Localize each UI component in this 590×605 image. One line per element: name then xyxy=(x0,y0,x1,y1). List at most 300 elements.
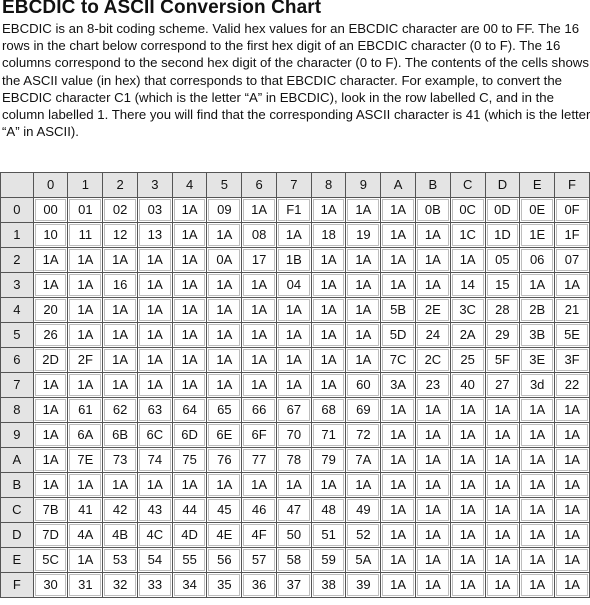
table-cell: 69 xyxy=(346,398,381,423)
table-row xyxy=(1,248,590,273)
table-cell: 1A xyxy=(137,323,172,348)
table-cell: 1A xyxy=(555,548,590,573)
table-cell: 4A xyxy=(68,523,103,548)
table-cell: 1A xyxy=(381,473,416,498)
table-cell: 79 xyxy=(311,448,346,473)
table-cell: 1A xyxy=(311,248,346,273)
table-cell: 1A xyxy=(137,298,172,323)
table-row xyxy=(1,573,590,598)
table-cell: 1A xyxy=(33,398,68,423)
row-header: 6 xyxy=(1,348,34,373)
table-cell: 31 xyxy=(68,573,103,598)
table-cell: 1A xyxy=(68,248,103,273)
table-cell: 1A xyxy=(311,273,346,298)
table-cell: 1A xyxy=(242,373,277,398)
table-cell: 1A xyxy=(381,223,416,248)
table-cell: 73 xyxy=(103,448,138,473)
table-cell: 02 xyxy=(103,198,138,223)
table-cell: 0F xyxy=(555,198,590,223)
table-cell: 1A xyxy=(450,473,485,498)
table-cell: 6E xyxy=(207,423,242,448)
table-cell: 1A xyxy=(381,573,416,598)
table-cell: 1A xyxy=(276,373,311,398)
table-cell: 0B xyxy=(416,198,451,223)
table-cell: 12 xyxy=(103,223,138,248)
table-cell: 1A xyxy=(33,448,68,473)
table-cell: 05 xyxy=(485,248,520,273)
table-cell: 1A xyxy=(416,548,451,573)
table-row xyxy=(1,498,590,523)
table-cell: 08 xyxy=(242,223,277,248)
table-cell: 5E xyxy=(555,323,590,348)
table-cell: 1A xyxy=(381,423,416,448)
table-cell: 25 xyxy=(450,348,485,373)
table-cell: 41 xyxy=(68,498,103,523)
table-cell: 44 xyxy=(172,498,207,523)
table-cell: 1A xyxy=(311,348,346,373)
table-cell: 1A xyxy=(450,248,485,273)
table-cell: 7A xyxy=(346,448,381,473)
table-cell: 1A xyxy=(242,298,277,323)
row-header: 1 xyxy=(1,223,34,248)
table-row xyxy=(1,223,590,248)
table-cell: 1A xyxy=(103,248,138,273)
column-header: D xyxy=(485,173,520,198)
table-cell: 1A xyxy=(172,248,207,273)
table-cell: 1A xyxy=(520,448,555,473)
table-cell: 66 xyxy=(242,398,277,423)
table-cell: 45 xyxy=(207,498,242,523)
table-cell: 1F xyxy=(555,223,590,248)
table-cell: 5A xyxy=(346,548,381,573)
table-cell: 1A xyxy=(485,448,520,473)
table-cell: 1A xyxy=(416,448,451,473)
table-cell: 1A xyxy=(33,248,68,273)
table-cell: 07 xyxy=(555,248,590,273)
table-cell: 1A xyxy=(207,223,242,248)
table-cell: 1A xyxy=(450,423,485,448)
table-cell: 1A xyxy=(555,573,590,598)
table-cell: 26 xyxy=(33,323,68,348)
table-cell: 24 xyxy=(416,323,451,348)
table-cell: 1A xyxy=(381,548,416,573)
table-cell: 2B xyxy=(520,298,555,323)
table-cell: 1A xyxy=(242,273,277,298)
table-cell: 1A xyxy=(137,348,172,373)
table-cell: 1A xyxy=(207,298,242,323)
table-cell: 1A xyxy=(172,273,207,298)
table-cell: 03 xyxy=(137,198,172,223)
table-cell: 1A xyxy=(450,548,485,573)
table-cell: 34 xyxy=(172,573,207,598)
table-cell: 1A xyxy=(520,548,555,573)
table-cell: 14 xyxy=(450,273,485,298)
table-row xyxy=(1,198,590,223)
table-cell: 18 xyxy=(311,223,346,248)
table-cell: 36 xyxy=(242,573,277,598)
row-header: 3 xyxy=(1,273,34,298)
header-row xyxy=(1,173,590,198)
table-cell: 1A xyxy=(416,573,451,598)
table-cell: 6B xyxy=(103,423,138,448)
row-header: 8 xyxy=(1,398,34,423)
table-cell: 1A xyxy=(555,473,590,498)
table-cell: 1A xyxy=(555,398,590,423)
table-cell: 49 xyxy=(346,498,381,523)
table-cell: 1A xyxy=(381,248,416,273)
table-cell: 0D xyxy=(485,198,520,223)
table-cell: 7D xyxy=(33,523,68,548)
table-cell: 1A xyxy=(172,198,207,223)
row-header: A xyxy=(1,448,34,473)
table-cell: 2F xyxy=(68,348,103,373)
table-cell: 1A xyxy=(346,198,381,223)
page-title: EBCDIC to ASCII Conversion Chart xyxy=(2,0,322,18)
table-cell: 1A xyxy=(33,273,68,298)
table-cell: 23 xyxy=(416,373,451,398)
table-cell: 09 xyxy=(207,198,242,223)
table-cell: 74 xyxy=(137,448,172,473)
table-cell: 2E xyxy=(416,298,451,323)
table-cell: 1A xyxy=(520,273,555,298)
table-cell: 1A xyxy=(381,498,416,523)
table-cell: 1A xyxy=(485,498,520,523)
table-cell: 3d xyxy=(520,373,555,398)
table-cell: 1A xyxy=(520,398,555,423)
table-cell: 4C xyxy=(137,523,172,548)
table-cell: 77 xyxy=(242,448,277,473)
table-cell: 7E xyxy=(68,448,103,473)
table-cell: 1A xyxy=(311,298,346,323)
table-cell: 71 xyxy=(311,423,346,448)
row-header: D xyxy=(1,523,34,548)
column-header: 3 xyxy=(137,173,172,198)
table-cell: 1A xyxy=(137,273,172,298)
table-cell: 46 xyxy=(242,498,277,523)
table-cell: 4D xyxy=(172,523,207,548)
table-row xyxy=(1,273,590,298)
table-cell: 1A xyxy=(416,273,451,298)
table-cell: 1A xyxy=(346,348,381,373)
row-header: 7 xyxy=(1,373,34,398)
table-cell: 1A xyxy=(555,448,590,473)
conversion-table xyxy=(0,172,590,598)
table-cell: 1A xyxy=(242,198,277,223)
table-cell: 1A xyxy=(33,473,68,498)
table-cell: 52 xyxy=(346,523,381,548)
table-cell: 1A xyxy=(346,473,381,498)
table-cell: 2C xyxy=(416,348,451,373)
table-cell: 28 xyxy=(485,298,520,323)
table-cell: 7C xyxy=(381,348,416,373)
corner-cell xyxy=(1,173,34,198)
row-header: 5 xyxy=(1,323,34,348)
table-cell: 1A xyxy=(485,573,520,598)
table-cell: 1A xyxy=(103,473,138,498)
table-cell: 1A xyxy=(346,248,381,273)
table-cell: 40 xyxy=(450,373,485,398)
table-cell: 1A xyxy=(137,248,172,273)
intro-paragraph: EBCDIC is an 8-bit coding scheme. Valid hex values for an EBCDIC character are 00 to FF. The 16 rows in the chart below correspond to the first hex digit of an EBCDIC character (0 to F). The 16 columns correspond to the second hex digit of the character (0 to F). The contents of the cells shows the ASCII value (in hex) that corresponds to that EBCDIC character. For example, to convert the EBCDIC character C1 (which is the letter “A” in EBCDIC), look in the row labelled C, and in the column labelled 1. There you will find that the corresponding ASCII character is 41 (which is the letter “A” in ASCII). xyxy=(2,21,590,140)
table-cell: 1A xyxy=(520,473,555,498)
table-cell: 5B xyxy=(381,298,416,323)
table-cell: 1A xyxy=(485,523,520,548)
table-cell: 1A xyxy=(172,298,207,323)
table-cell: 59 xyxy=(311,548,346,573)
table-cell: 1A xyxy=(450,573,485,598)
table-cell: 54 xyxy=(137,548,172,573)
table-cell: 3F xyxy=(555,348,590,373)
table-cell: 1A xyxy=(555,523,590,548)
row-header: E xyxy=(1,548,34,573)
column-header: 2 xyxy=(103,173,138,198)
table-cell: 1A xyxy=(311,373,346,398)
table-cell: 1A xyxy=(242,323,277,348)
table-body xyxy=(1,198,590,598)
row-header: 4 xyxy=(1,298,34,323)
table-cell: 42 xyxy=(103,498,138,523)
column-header: 6 xyxy=(242,173,277,198)
table-cell: 63 xyxy=(137,398,172,423)
column-header: 1 xyxy=(68,173,103,198)
row-header: B xyxy=(1,473,34,498)
table-cell: 50 xyxy=(276,523,311,548)
table-cell: 20 xyxy=(33,298,68,323)
table-cell: 5F xyxy=(485,348,520,373)
table-cell: 76 xyxy=(207,448,242,473)
table-cell: 3A xyxy=(381,373,416,398)
table-cell: 1D xyxy=(485,223,520,248)
table-cell: 0C xyxy=(450,198,485,223)
table-cell: 1A xyxy=(416,423,451,448)
table-cell: 78 xyxy=(276,448,311,473)
table-cell: 43 xyxy=(137,498,172,523)
table-cell: 1A xyxy=(520,573,555,598)
row-header: 2 xyxy=(1,248,34,273)
table-cell: 30 xyxy=(33,573,68,598)
table-cell: 1A xyxy=(172,348,207,373)
table-cell: 51 xyxy=(311,523,346,548)
row-header: 9 xyxy=(1,423,34,448)
table-row xyxy=(1,523,590,548)
table-cell: 1A xyxy=(555,423,590,448)
table-cell: 1A xyxy=(416,398,451,423)
table-cell: 35 xyxy=(207,573,242,598)
table-cell: 1A xyxy=(450,398,485,423)
table-cell: 1A xyxy=(276,223,311,248)
table-cell: 1A xyxy=(485,398,520,423)
table-cell: 06 xyxy=(520,248,555,273)
column-header: 4 xyxy=(172,173,207,198)
table-cell: 48 xyxy=(311,498,346,523)
table-cell: 1A xyxy=(68,373,103,398)
table-cell: 1A xyxy=(68,298,103,323)
table-cell: 4B xyxy=(103,523,138,548)
table-cell: 38 xyxy=(311,573,346,598)
table-cell: 1A xyxy=(207,273,242,298)
table-cell: 75 xyxy=(172,448,207,473)
column-header: A xyxy=(381,173,416,198)
table-cell: 57 xyxy=(242,548,277,573)
table-cell: 60 xyxy=(346,373,381,398)
table-row xyxy=(1,348,590,373)
table-cell: 27 xyxy=(485,373,520,398)
table-cell: 1A xyxy=(450,523,485,548)
table-cell: 1A xyxy=(276,323,311,348)
table-row xyxy=(1,323,590,348)
table-cell: 6F xyxy=(242,423,277,448)
table-cell: 1A xyxy=(346,323,381,348)
table-cell: 1A xyxy=(520,423,555,448)
table-cell: 1A xyxy=(207,348,242,373)
table-cell: 1E xyxy=(520,223,555,248)
table-cell: 68 xyxy=(311,398,346,423)
table-cell: 58 xyxy=(276,548,311,573)
table-cell: 47 xyxy=(276,498,311,523)
table-cell: 1A xyxy=(276,473,311,498)
column-header: 9 xyxy=(346,173,381,198)
table-cell: 0E xyxy=(520,198,555,223)
table-cell: 1A xyxy=(381,398,416,423)
table-cell: 1A xyxy=(68,548,103,573)
table-cell: 16 xyxy=(103,273,138,298)
table-cell: 1A xyxy=(242,473,277,498)
table-row xyxy=(1,398,590,423)
table-cell: 6C xyxy=(137,423,172,448)
table-cell: 1A xyxy=(137,373,172,398)
table-cell: 1A xyxy=(381,198,416,223)
table-cell: 70 xyxy=(276,423,311,448)
table-cell: 1A xyxy=(346,298,381,323)
table-cell: 5C xyxy=(33,548,68,573)
row-header: C xyxy=(1,498,34,523)
table-row xyxy=(1,298,590,323)
table-cell: 5D xyxy=(381,323,416,348)
column-header: E xyxy=(520,173,555,198)
table-cell: 22 xyxy=(555,373,590,398)
table-cell: 1A xyxy=(68,273,103,298)
column-header: 0 xyxy=(33,173,68,198)
table-cell: 6A xyxy=(68,423,103,448)
table-cell: 4F xyxy=(242,523,277,548)
table-cell: 1B xyxy=(276,248,311,273)
table-cell: 19 xyxy=(346,223,381,248)
column-header: F xyxy=(555,173,590,198)
table-cell: 62 xyxy=(103,398,138,423)
table-cell: 1A xyxy=(555,498,590,523)
table-cell: 4E xyxy=(207,523,242,548)
table-cell: 1A xyxy=(103,323,138,348)
table-cell: 1A xyxy=(68,323,103,348)
table-cell: 1A xyxy=(416,473,451,498)
table-cell: 04 xyxy=(276,273,311,298)
table-cell: 1A xyxy=(207,473,242,498)
table-cell: 1A xyxy=(242,348,277,373)
table-cell: 37 xyxy=(276,573,311,598)
table-cell: 1A xyxy=(450,498,485,523)
table-cell: F1 xyxy=(276,198,311,223)
table-cell: 53 xyxy=(103,548,138,573)
table-cell: 1A xyxy=(311,198,346,223)
table-cell: 1A xyxy=(381,273,416,298)
table-cell: 21 xyxy=(555,298,590,323)
table-cell: 10 xyxy=(33,223,68,248)
table-cell: 0A xyxy=(207,248,242,273)
table-cell: 61 xyxy=(68,398,103,423)
table-cell: 1A xyxy=(311,323,346,348)
table-cell: 1A xyxy=(103,348,138,373)
table-cell: 1A xyxy=(103,298,138,323)
table-row xyxy=(1,448,590,473)
table-cell: 1A xyxy=(485,473,520,498)
column-header: B xyxy=(416,173,451,198)
table-cell: 00 xyxy=(33,198,68,223)
table-cell: 1A xyxy=(381,523,416,548)
table-cell: 1A xyxy=(346,273,381,298)
table-cell: 33 xyxy=(137,573,172,598)
table-cell: 1A xyxy=(137,473,172,498)
table-cell: 72 xyxy=(346,423,381,448)
table-cell: 01 xyxy=(68,198,103,223)
table-row xyxy=(1,373,590,398)
row-header: F xyxy=(1,573,34,598)
table-cell: 67 xyxy=(276,398,311,423)
table-cell: 2D xyxy=(33,348,68,373)
table-row xyxy=(1,473,590,498)
table-cell: 15 xyxy=(485,273,520,298)
table-cell: 1A xyxy=(416,523,451,548)
table-cell: 1A xyxy=(416,248,451,273)
table-cell: 1A xyxy=(485,548,520,573)
table-cell: 13 xyxy=(137,223,172,248)
table-cell: 1A xyxy=(416,498,451,523)
table-cell: 65 xyxy=(207,398,242,423)
table-cell: 1A xyxy=(416,223,451,248)
column-header: 7 xyxy=(276,173,311,198)
column-header: 5 xyxy=(207,173,242,198)
table-cell: 1A xyxy=(555,273,590,298)
table-cell: 32 xyxy=(103,573,138,598)
table-cell: 1A xyxy=(33,373,68,398)
column-header: C xyxy=(450,173,485,198)
table-cell: 29 xyxy=(485,323,520,348)
row-header: 0 xyxy=(1,198,34,223)
table-cell: 1A xyxy=(450,448,485,473)
table-cell: 1A xyxy=(172,473,207,498)
table-cell: 1A xyxy=(520,498,555,523)
table-cell: 11 xyxy=(68,223,103,248)
table-cell: 1A xyxy=(172,223,207,248)
table-row xyxy=(1,548,590,573)
table-cell: 1A xyxy=(103,373,138,398)
column-header: 8 xyxy=(311,173,346,198)
table-cell: 39 xyxy=(346,573,381,598)
table-cell: 56 xyxy=(207,548,242,573)
table-cell: 1A xyxy=(276,348,311,373)
table-cell: 1A xyxy=(207,373,242,398)
table-cell: 1A xyxy=(172,373,207,398)
table-cell: 7B xyxy=(33,498,68,523)
table-cell: 3C xyxy=(450,298,485,323)
table-cell: 1A xyxy=(207,323,242,348)
table-cell: 55 xyxy=(172,548,207,573)
table-cell: 17 xyxy=(242,248,277,273)
table-cell: 1A xyxy=(68,473,103,498)
table-cell: 6D xyxy=(172,423,207,448)
table-cell: 1A xyxy=(276,298,311,323)
table-cell: 2A xyxy=(450,323,485,348)
table-cell: 3E xyxy=(520,348,555,373)
